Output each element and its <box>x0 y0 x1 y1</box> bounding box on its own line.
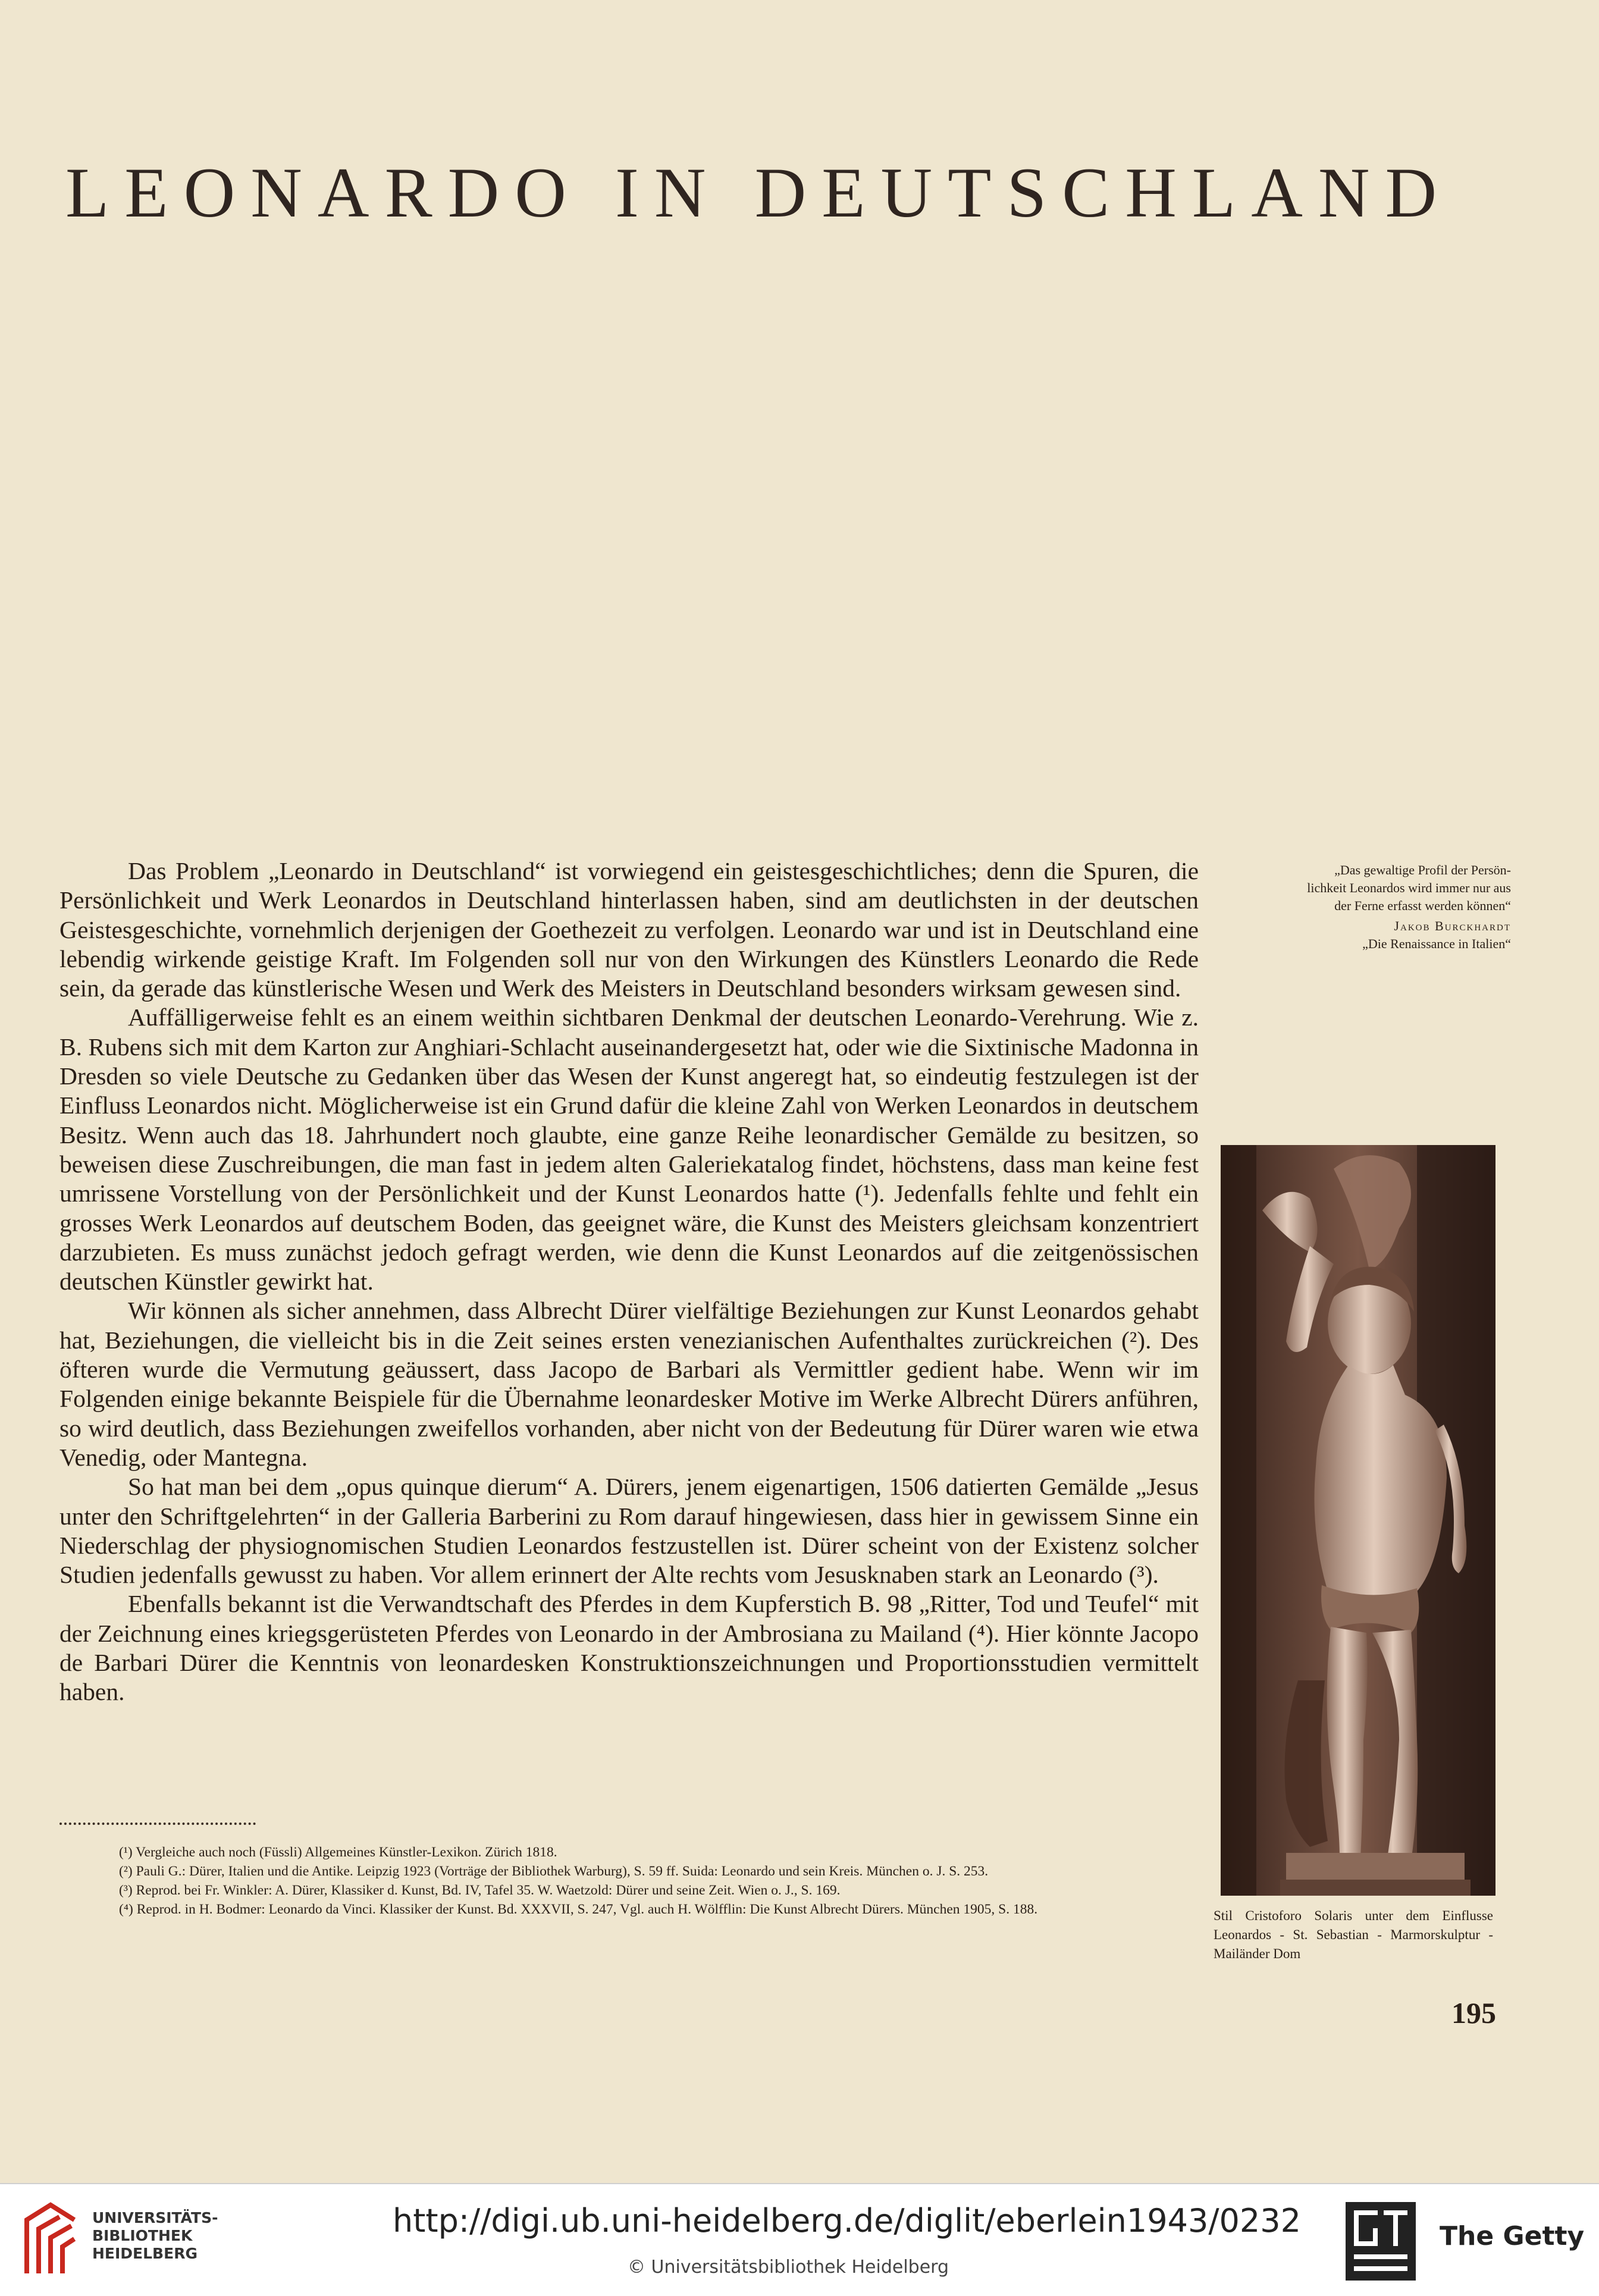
paragraph: Das Problem „Leonardo in Deutschland“ ist vorwiegend ein geistesgeschichtliches; denn die Spuren, die Persönlichkeit und Werk Leonardos in Deutschland hinterlassen haben, sind am deutlichsten in der deutschen Geistesgeschichte, vornehmlich derjenigen der Goethezeit zu verfolgen. Leonardo war und ist in Deutschland eine lebendig wirkende geistige Kraft. Im Folgenden soll nur von den Wirkungen des Künstlers Leonardo die Rede sein, da gerade das künstlerische Wesen und Werk des Meisters in Deutschland besonders wirksam gewesen sind. <box>59 857 1199 1002</box>
footnote: (²) Pauli G.: Dürer, Italien und die Antike. Leipzig 1923 (Vorträge der Bibliothek Warburg), S. 59 ff. Suida: Leonardo und sein Kreis. München o. J. S. 253. <box>119 1864 989 1879</box>
footnote: (³) Reprod. bei Fr. Winkler: A. Dürer, Klassiker d. Kunst, Bd. IV, Tafel 35. W. Waetzold: Dürer und seine Zeit. Wien o. J., S. 169. <box>119 1883 841 1898</box>
epigraph-quote-line: „Das gewaltige Profil der Persön- <box>1334 862 1511 877</box>
footnote: (⁴) Reprod. in H. Bodmer: Leonardo da Vinci. Klassiker der Kunst. Bd. XXXVII, S. 247, Vgl. auch H. Wölfflin: Die Kunst Albrecht Dürers. München 1905, S. 188. <box>119 1902 1038 1917</box>
paragraph: Wir können als sicher annehmen, dass Albrecht Dürer vielfältige Beziehungen zur Kunst Leonardos gehabt hat, Beziehungen, die vielleicht bis in die Zeit seines ersten venezianischen Aufenthaltes zurückreichen (²). Des öfteren wurde die Vermutung geäussert, dass Jacopo de Barbari als Vermittler gedient habe. Wenn wir im Folgenden einige bekannte Beispiele für die Übernahme leonardesker Motive im Werke Albrecht Dürers anführen, so wird deutlich, dass Beziehungen zweifellos vorhanden, aber nicht von der Bedeutung für Dürer waren wie etwa Venedig, oder Mantegna. <box>59 1297 1199 1471</box>
university-library-logo-icon <box>15 2196 86 2285</box>
copyright-notice: © Universitätsbibliothek Heidelberg <box>628 2257 949 2278</box>
paragraph: Auffälligerweise fehlt es an einem weithin sichtbaren Denkmal der deutschen Leonardo-Verehrung. Wie z. B. Rubens sich mit dem Karton zur Anghiari-Schlacht auseinandergesetzt hat, oder wie die Sixtinische Madonna in Dresden so viele Deutsche zu Gedanken über das Wesen der Kunst angeregt hat, so eindeutig festzulegen ist der Einfluss Leonardos nicht. Möglicherweise ist ein Grund dafür die kleine Zahl von Werken Leonardos in deutschem Besitz. Wenn auch das 18. Jahrhundert noch glaubte, eine ganze Reihe leonardischer Gemälde zu besitzen, so beweisen diese Zuschreibungen, die man fast in jedem alten Galeriekatalog findet, höchstens, dass man keine fest umrissene Vorstellung von der Persönlichkeit und der Kunst Leonardos hatte (¹). Jedenfalls fehlte und fehlt ein grosses Werk Leonardos auf deutschem Boden, das geeignet wäre, die Kunst des Meisters gleichsam konzentriert darzubieten. Es muss zunächst jedoch gefragt werden, wie denn die Kunst Leonardos auf die zeitgenössischen deutschen Künstler gewirkt hat. <box>59 1003 1199 1296</box>
permalink-url[interactable]: http://digi.ub.uni-heidelberg.de/diglit/eberlein1943/0232 <box>393 2202 1301 2239</box>
sculpture-photo <box>1221 1145 1495 1896</box>
epigraph-quote-line: lichkeit Leonardos wird immer nur aus <box>1307 880 1511 895</box>
university-library-name: UNIVERSITÄTS- BIBLIOTHEK HEIDELBERG <box>92 2209 218 2262</box>
main-text <box>59 857 1199 1707</box>
footnotes <box>59 1843 1199 1919</box>
viewer-footer <box>0 2183 1599 2296</box>
epigraph-quote-line: der Ferne erfasst werden können“ <box>1334 898 1511 913</box>
paragraph: So hat man bei dem „opus quinque dierum“ A. Dürers, jenem eigenartigen, 1506 datierten Gemälde „Jesus unter den Schriftgelehrten“ in der Galleria Barberini zu Rom darauf hingewiesen, dass hier in gewissem Sinne ein Niederschlag der physiognomischen Studien Leonardos festzustellen ist. Dürer scheint von der Existenz solcher Studien jedenfalls gewusst zu haben. Vor allem erinnert der Alte rechts vom Jesusknaben stark an Leonardo (³). <box>59 1473 1199 1589</box>
paragraph: Ebenfalls bekannt ist die Verwandtschaft des Pferdes in dem Kupferstich B. 98 „Ritter, Tod und Teufel“ mit der Zeichnung eines kriegsgerüsteten Pferdes von Leonardo in der Ambrosiana zu Mailand (⁴). Hier könnte Jacopo de Barbari Dürer die Kenntnis von leonardesken Konstruktionszeichnungen und Proportionsstudien vermittelt haben. <box>59 1590 1199 1706</box>
st-sebastian-sculpture-image <box>1221 1145 1495 1896</box>
page-number: 195 <box>1451 1996 1496 2030</box>
epigraph-author: Jakob Burckhardt <box>1394 918 1511 933</box>
footnote-divider <box>59 1823 256 1825</box>
image-caption: Stil Cristoforo Solaris unter dem Einflusse Leonardos - St. Sebastian - Marmorskulptur - Mailänder Dom <box>1214 1908 1493 1961</box>
footnote: (¹) Vergleiche auch noch (Füssli) Allgemeines Künstler-Lexikon. Zürich 1818. <box>119 1845 557 1860</box>
epigraph-source: „Die Renaissance in Italien“ <box>1362 936 1511 951</box>
getty-name: The Getty <box>1440 2221 1585 2251</box>
page-title: LEONARDO IN DEUTSCHLAND <box>65 153 1453 232</box>
getty-logo-icon <box>1346 2202 1416 2281</box>
epigraph <box>1214 861 1511 953</box>
